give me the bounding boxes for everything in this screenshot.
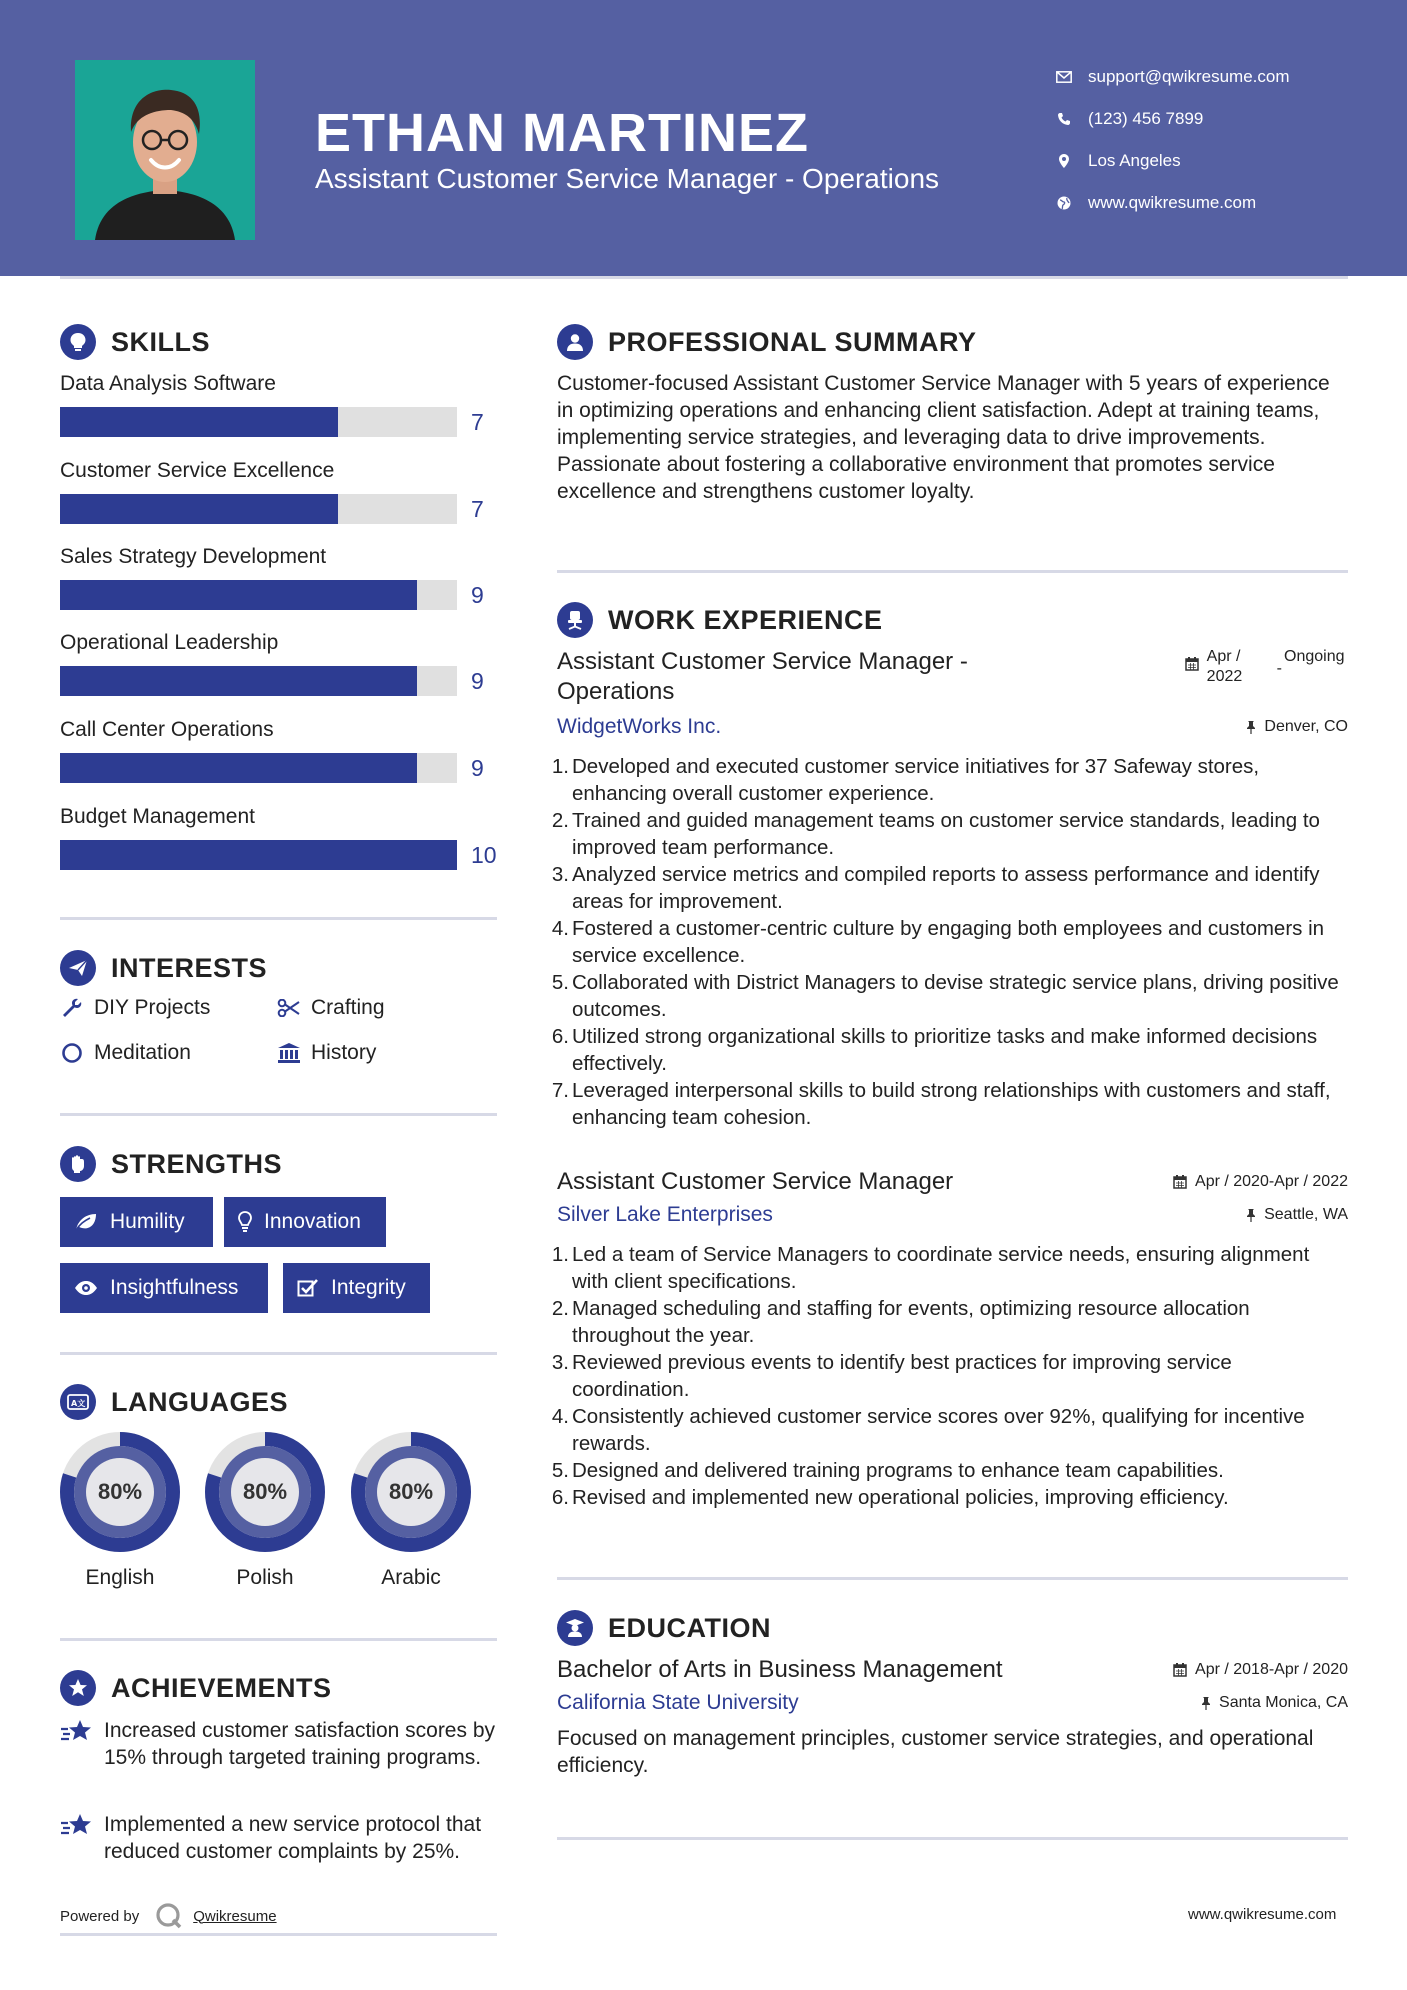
powered-by-label: Powered by bbox=[60, 1907, 140, 1925]
language-donut bbox=[203, 1430, 327, 1554]
education-location-text: Santa Monica, CA bbox=[1219, 1694, 1348, 1711]
lightbulb-outline-icon bbox=[238, 1211, 252, 1233]
education-school: California State University bbox=[557, 1691, 799, 1714]
skill-bar-fill bbox=[60, 840, 457, 870]
education-title: EDUCATION bbox=[608, 1612, 771, 1643]
job-bullet: 4. Consistently achieved customer service scores over 92%, qualifying for incentive rewards. bbox=[557, 1403, 1348, 1457]
bullet-text: Reviewed previous events to identify best practices for improving service coordination. bbox=[572, 1351, 1232, 1401]
calendar-icon bbox=[1173, 1663, 1187, 1677]
job-location bbox=[1246, 718, 1348, 736]
skill-item bbox=[60, 456, 500, 524]
star-badge-icon bbox=[60, 1670, 96, 1706]
language-donut bbox=[58, 1430, 182, 1554]
job-date-separator: - bbox=[1276, 660, 1282, 677]
interest-item bbox=[60, 996, 210, 1020]
section-divider bbox=[557, 1577, 1348, 1580]
language-item bbox=[58, 1430, 182, 1590]
skill-value: 7 bbox=[471, 495, 484, 522]
calendar-icon bbox=[1185, 657, 1199, 671]
interest-item bbox=[277, 1041, 376, 1065]
contact-list bbox=[1050, 56, 1290, 224]
work-heading bbox=[557, 602, 883, 638]
leaf-icon bbox=[74, 1212, 98, 1232]
skill-item bbox=[60, 715, 500, 783]
powered-by bbox=[60, 1902, 277, 1930]
bullet-text: Leveraged interpersonal skills to build strong relationships with customers and staff, enhancing team cohesion. bbox=[572, 1079, 1331, 1129]
language-percent: 80% bbox=[97, 1479, 143, 1504]
job-location-text: Denver, CO bbox=[1264, 718, 1348, 735]
bullet-text: Led a team of Service Managers to coordinate service needs, ensuring alignment with client specifications. bbox=[572, 1243, 1310, 1293]
contact-email[interactable] bbox=[1050, 56, 1290, 98]
achievements-title: ACHIEVEMENTS bbox=[111, 1672, 332, 1703]
header-divider bbox=[60, 276, 1348, 279]
skill-bar bbox=[60, 580, 457, 610]
skill-bar-fill bbox=[60, 494, 338, 524]
interest-item bbox=[277, 996, 385, 1020]
shooting-star-icon bbox=[60, 1811, 104, 1865]
location-text: Los Angeles bbox=[1088, 151, 1181, 170]
interest-label: Crafting bbox=[311, 996, 385, 1019]
language-item bbox=[349, 1430, 473, 1590]
bullet-text: Analyzed service metrics and compiled reports to assess performance and identify areas for improvement. bbox=[572, 863, 1320, 913]
graduate-icon bbox=[557, 1610, 593, 1646]
job-company: Silver Lake Enterprises bbox=[557, 1203, 773, 1226]
skill-value: 7 bbox=[471, 408, 484, 435]
profile-photo bbox=[75, 60, 255, 240]
skill-value: 9 bbox=[471, 667, 484, 694]
strength-chip bbox=[224, 1197, 386, 1247]
job-date bbox=[1173, 1173, 1348, 1191]
skills-title: SKILLS bbox=[111, 326, 211, 357]
job-entry bbox=[551, 1167, 1348, 1511]
achievements-heading bbox=[60, 1670, 332, 1706]
education-heading bbox=[557, 1610, 771, 1646]
resume-header bbox=[0, 0, 1407, 276]
phone-icon bbox=[1046, 112, 1082, 126]
calendar-icon bbox=[1173, 1175, 1187, 1189]
section-divider bbox=[60, 917, 497, 920]
pushpin-icon bbox=[1246, 720, 1256, 734]
summary-text: Customer-focused Assistant Customer Service Manager with 5 years of experience in optimizing operations and enhancing client satisfaction. Adept at training teams, implementing service strategies, and leveraging data to drive improvements. Passionate about fostering a collaborative environment that promotes service excellence and strengthens customer loyalty. bbox=[557, 372, 1330, 503]
language-donut bbox=[349, 1430, 473, 1554]
skill-bar bbox=[60, 494, 457, 524]
strength-label: Innovation bbox=[264, 1210, 361, 1233]
job-bullet: 6. Revised and implemented new operational policies, improving efficiency. bbox=[551, 1486, 1229, 1509]
skill-bar-fill bbox=[60, 753, 417, 783]
strengths-title: STRENGTHS bbox=[111, 1148, 283, 1179]
user-icon bbox=[557, 324, 593, 360]
interests-title: INTERESTS bbox=[111, 952, 268, 983]
person-portrait-icon bbox=[75, 60, 255, 240]
strengths-heading bbox=[60, 1146, 282, 1182]
job-bullet: 2. Trained and guided management teams on customer service standards, leading to improved team performance. bbox=[557, 807, 1348, 861]
section-divider bbox=[60, 1352, 497, 1355]
section-divider bbox=[60, 1638, 497, 1641]
contact-phone[interactable] bbox=[1050, 98, 1290, 140]
skill-name: Operational Leadership bbox=[60, 631, 279, 654]
strength-label: Integrity bbox=[331, 1276, 406, 1299]
shooting-star-icon bbox=[60, 1717, 104, 1771]
job-bullet: 7. Leveraged interpersonal skills to build strong relationships with customers and staff, enhancing team cohesion. bbox=[557, 1077, 1348, 1131]
svg-text:A文: A文 bbox=[71, 1399, 86, 1408]
achievement-item bbox=[60, 1811, 500, 1865]
skill-item bbox=[60, 802, 500, 870]
job-entry bbox=[551, 647, 1348, 1131]
education-date-text: Apr / 2018-Apr / 2020 bbox=[1195, 1661, 1348, 1678]
skills-heading bbox=[60, 324, 210, 360]
scissors-icon bbox=[277, 999, 301, 1017]
job-role: Assistant Customer Service Manager - Operations bbox=[557, 648, 968, 705]
bullet-text: Utilized strong organizational skills to prioritize tasks and make informed decisions effectively. bbox=[572, 1025, 1318, 1075]
skill-name: Customer Service Excellence bbox=[60, 459, 335, 482]
bullet-text: Fostered a customer-centric culture by engaging both employees and customers in service excellence. bbox=[572, 917, 1325, 967]
eye-icon bbox=[74, 1280, 98, 1296]
language-percent: 80% bbox=[242, 1479, 288, 1504]
interest-label: DIY Projects bbox=[94, 996, 211, 1019]
language-percent: 80% bbox=[388, 1479, 434, 1504]
wrench-icon bbox=[60, 997, 84, 1019]
pushpin-icon bbox=[1246, 1208, 1256, 1222]
job-bullet: 1. Developed and executed customer service initiatives for 37 Safeway stores, enhancing overall customer experience. bbox=[557, 753, 1348, 807]
bullet-text: Collaborated with District Managers to devise strategic service plans, driving positive outcomes. bbox=[572, 971, 1339, 1021]
job-bullet: 3. Analyzed service metrics and compiled reports to assess performance and identify areas for improvement. bbox=[557, 861, 1348, 915]
skill-bar-fill bbox=[60, 580, 417, 610]
summary-title: PROFESSIONAL SUMMARY bbox=[608, 326, 977, 357]
education-description: Focused on management principles, customer service strategies, and operational efficiency. bbox=[557, 1727, 1314, 1777]
candidate-title: Assistant Customer Service Manager - Operations bbox=[315, 163, 940, 194]
job-bullets bbox=[551, 753, 1348, 1131]
strength-chip bbox=[60, 1197, 213, 1247]
languages-heading bbox=[60, 1384, 288, 1420]
job-bullet: 4. Fostered a customer-centric culture by engaging both employees and customers in service excellence. bbox=[557, 915, 1348, 969]
contact-website[interactable] bbox=[1050, 182, 1290, 224]
bullet-text: Revised and implemented new operational policies, improving efficiency. bbox=[572, 1486, 1229, 1509]
job-bullet: 5. Designed and delivered training programs to enhance team capabilities. bbox=[551, 1459, 1224, 1482]
envelope-icon bbox=[1046, 71, 1082, 83]
skill-value: 10 bbox=[471, 841, 497, 868]
section-divider bbox=[557, 1837, 1348, 1840]
section-divider bbox=[557, 570, 1348, 573]
language-item bbox=[203, 1430, 327, 1590]
achievement-text: Increased customer satisfaction scores by 15% through targeted training programs. bbox=[104, 1719, 496, 1769]
office-chair-icon bbox=[557, 602, 593, 638]
skill-bar-fill bbox=[60, 407, 338, 437]
language-name: Arabic bbox=[381, 1566, 441, 1589]
pushpin-icon bbox=[1201, 1696, 1211, 1710]
qwikresume-logo-icon bbox=[155, 1902, 183, 1930]
job-company: WidgetWorks Inc. bbox=[557, 715, 722, 738]
strength-chip bbox=[60, 1263, 268, 1313]
job-date-end: Ongoing bbox=[1284, 648, 1345, 665]
bullet-text: Trained and guided management teams on customer service standards, leading to improved team performance. bbox=[572, 809, 1320, 859]
skill-bar bbox=[60, 840, 457, 870]
bullet-text: Consistently achieved customer service scores over 92%, qualifying for incentive rewards. bbox=[572, 1405, 1305, 1455]
skill-item bbox=[60, 369, 500, 437]
bullet-text: Managed scheduling and staffing for events, optimizing resource allocation throughout the year. bbox=[572, 1297, 1250, 1347]
circle-icon bbox=[60, 1042, 84, 1064]
skill-bar-fill bbox=[60, 666, 417, 696]
museum-icon bbox=[277, 1042, 301, 1064]
education-location bbox=[1201, 1694, 1348, 1712]
contact-location bbox=[1050, 140, 1290, 182]
skill-bar bbox=[60, 666, 457, 696]
job-bullet: 5. Collaborated with District Managers to devise strategic service plans, driving positive outcomes. bbox=[557, 969, 1348, 1023]
strength-chip bbox=[283, 1263, 430, 1313]
job-location-text: Seattle, WA bbox=[1264, 1206, 1348, 1223]
interests-heading bbox=[60, 950, 267, 986]
skill-name: Budget Management bbox=[60, 805, 255, 828]
strength-label: Insightfulness bbox=[110, 1276, 239, 1299]
skill-value: 9 bbox=[471, 581, 484, 608]
job-date bbox=[1185, 647, 1348, 687]
skill-bar bbox=[60, 753, 457, 783]
skill-name: Call Center Operations bbox=[60, 718, 274, 741]
language-card-icon bbox=[60, 1384, 96, 1420]
language-name: English bbox=[85, 1566, 155, 1589]
globe-icon bbox=[1046, 196, 1082, 210]
work-title: WORK EXPERIENCE bbox=[608, 604, 883, 635]
section-divider bbox=[60, 1933, 497, 1936]
strength-label: Humility bbox=[110, 1210, 185, 1233]
map-pin-icon bbox=[1046, 154, 1082, 168]
skill-name: Data Analysis Software bbox=[60, 372, 276, 395]
job-bullet: 2. Managed scheduling and staffing for events, optimizing resource allocation throughout the year. bbox=[557, 1295, 1348, 1349]
interest-item bbox=[60, 1041, 191, 1065]
education-degree: Bachelor of Arts in Business Management bbox=[557, 1656, 1003, 1683]
job-bullet: 6. Utilized strong organizational skills to prioritize tasks and make informed decisions effectively. bbox=[557, 1023, 1348, 1077]
paper-plane-icon bbox=[60, 950, 96, 986]
job-role: Assistant Customer Service Manager bbox=[557, 1168, 954, 1195]
job-date-start: Apr / 2022 bbox=[1206, 648, 1243, 685]
raised-fist-icon bbox=[60, 1146, 96, 1182]
skill-item bbox=[60, 542, 500, 610]
skill-value: 9 bbox=[471, 754, 484, 781]
job-bullet: 1. Led a team of Service Managers to coordinate service needs, ensuring alignment with client specifications. bbox=[557, 1241, 1348, 1295]
language-name: Polish bbox=[236, 1566, 294, 1589]
website-text: www.qwikresume.com bbox=[1088, 193, 1257, 212]
phone-text: (123) 456 7899 bbox=[1088, 109, 1204, 128]
section-divider bbox=[60, 1113, 497, 1116]
job-bullets bbox=[551, 1241, 1348, 1511]
summary-heading bbox=[557, 324, 977, 360]
skill-item bbox=[60, 628, 500, 696]
lightbulb-icon bbox=[60, 324, 96, 360]
email-text: support@qwikresume.com bbox=[1088, 67, 1290, 86]
bullet-text: Developed and executed customer service initiatives for 37 Safeway stores, enhancing overall customer experience. bbox=[572, 755, 1260, 805]
education-date bbox=[1173, 1661, 1348, 1679]
achievement-item bbox=[60, 1717, 500, 1771]
interest-label: History bbox=[311, 1041, 377, 1064]
achievement-text: Implemented a new service protocol that reduced customer complaints by 25%. bbox=[104, 1813, 482, 1863]
bullet-text: Designed and delivered training programs to enhance team capabilities. bbox=[572, 1459, 1224, 1482]
qwikresume-link[interactable]: Qwikresume bbox=[193, 1907, 277, 1925]
languages-title: LANGUAGES bbox=[111, 1386, 289, 1417]
job-date-text: Apr / 2020-Apr / 2022 bbox=[1195, 1173, 1348, 1190]
skill-name: Sales Strategy Development bbox=[60, 545, 327, 568]
skill-bar bbox=[60, 407, 457, 437]
job-bullet: 3. Reviewed previous events to identify best practices for improving service coordination. bbox=[557, 1349, 1348, 1403]
education-entry bbox=[557, 1655, 1348, 1779]
checkbox-checked-icon bbox=[297, 1278, 319, 1298]
interest-label: Meditation bbox=[94, 1041, 191, 1064]
candidate-name: ETHAN MARTINEZ bbox=[315, 103, 809, 163]
footer-url[interactable]: www.qwikresume.com bbox=[1188, 1906, 1337, 1923]
job-location bbox=[1246, 1206, 1348, 1224]
